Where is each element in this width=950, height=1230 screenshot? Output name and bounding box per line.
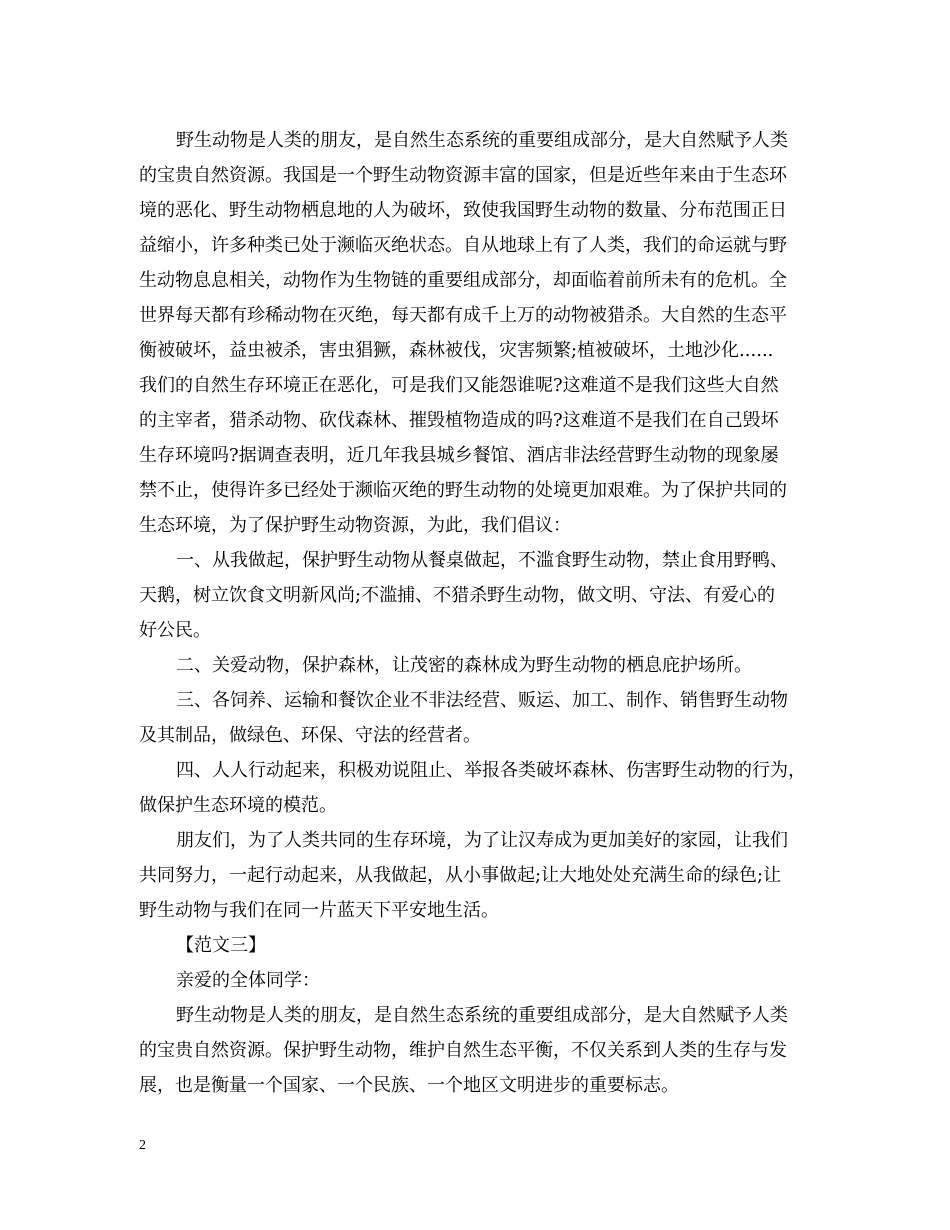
text-line: 天鹅，树立饮食文明新风尚;不滥捕、不猎杀野生动物，做文明、守法、有爱心的 [139,585,776,606]
text-line: 的宝贵自然资源。我国是一个野生动物资源丰富的国家，但是近些年来由于生态环 [139,165,787,186]
text-line: 衡被破坏，益虫被杀，害虫猖獗，森林被伐，灾害频繁;植被破坏，土地沙化...... [139,340,774,361]
text-line: 我们的自然生存环境正在恶化，可是我们又能怨谁呢?这难道不是我们这些大自然 [139,375,779,396]
text-line: 生存环境吗?据调查表明，近几年我县城乡餐馆、酒店非法经营野生动物的现象屡 [139,445,779,466]
text-line: 共同努力，一起行动起来，从我做起，从小事做起;让大地处处充满生命的绿色;让 [139,865,782,886]
text-line: 野生动物与我们在同一片蓝天下平安地生活。 [139,900,499,921]
salutation: 亲爱的全体同学： [176,970,320,991]
text-line: 及其制品，做绿色、环保、守法的经营者。 [139,725,481,746]
text-line: 朋友们，为了人类共同的生存环境，为了让汉寿成为更加美好的家园，让我们 [176,830,788,851]
text-line: 野生动物是人类的朋友，是自然生态系统的重要组成部分，是大自然赋予人类 [176,1005,788,1026]
section-heading: 【范文三】 [176,935,266,956]
text-line: 生态环境，为了保护野生动物资源，为此，我们倡议： [139,515,571,536]
text-line: 好公民。 [139,620,211,641]
text-line: 生动物息息相关，动物作为生物链的重要组成部分，却面临着前所未有的危机。全 [139,270,787,291]
text-line: 二、关爱动物，保护森林，让茂密的森林成为野生动物的栖息庇护场所。 [176,655,752,676]
text-line: 四、人人行动起来，积极劝说阻止、举报各类破坏森林、伤害野生动物的行为， [176,760,806,781]
text-line: 野生动物是人类的朋友，是自然生态系统的重要组成部分，是大自然赋予人类 [176,130,788,151]
text-line: 做保护生态环境的模范。 [139,795,337,816]
text-line: 的宝贵自然资源。保护野生动物，维护自然生态平衡，不仅关系到人类的生存与发 [139,1040,787,1061]
text-line: 境的恶化、野生动物栖息地的人为破坏，致使我国野生动物的数量、分布范围正日 [139,200,787,221]
text-line: 世界每天都有珍稀动物在灭绝，每天都有成千上万的动物被猎杀。大自然的生态平 [139,305,787,326]
text-line: 三、各饲养、运输和餐饮企业不非法经营、贩运、加工、制作、销售野生动物 [176,690,788,711]
text-line: 一、从我做起，保护野生动物从餐桌做起，不滥食野生动物，禁止食用野鸭、 [176,550,788,571]
page-number: 2 [139,1138,146,1153]
text-line: 展，也是衡量一个国家、一个民族、一个地区文明进步的重要标志。 [139,1075,679,1096]
text-line: 禁不止，使得许多已经处于濒临灭绝的野生动物的处境更加艰难。为了保护共同的 [139,480,787,501]
text-line: 的主宰者，猎杀动物、砍伐森林、摧毁植物造成的吗?这难道不是我们在自己毁坏 [139,410,779,431]
text-line: 益缩小，许多种类已处于濒临灭绝状态。自从地球上有了人类，我们的命运就与野 [139,235,787,256]
